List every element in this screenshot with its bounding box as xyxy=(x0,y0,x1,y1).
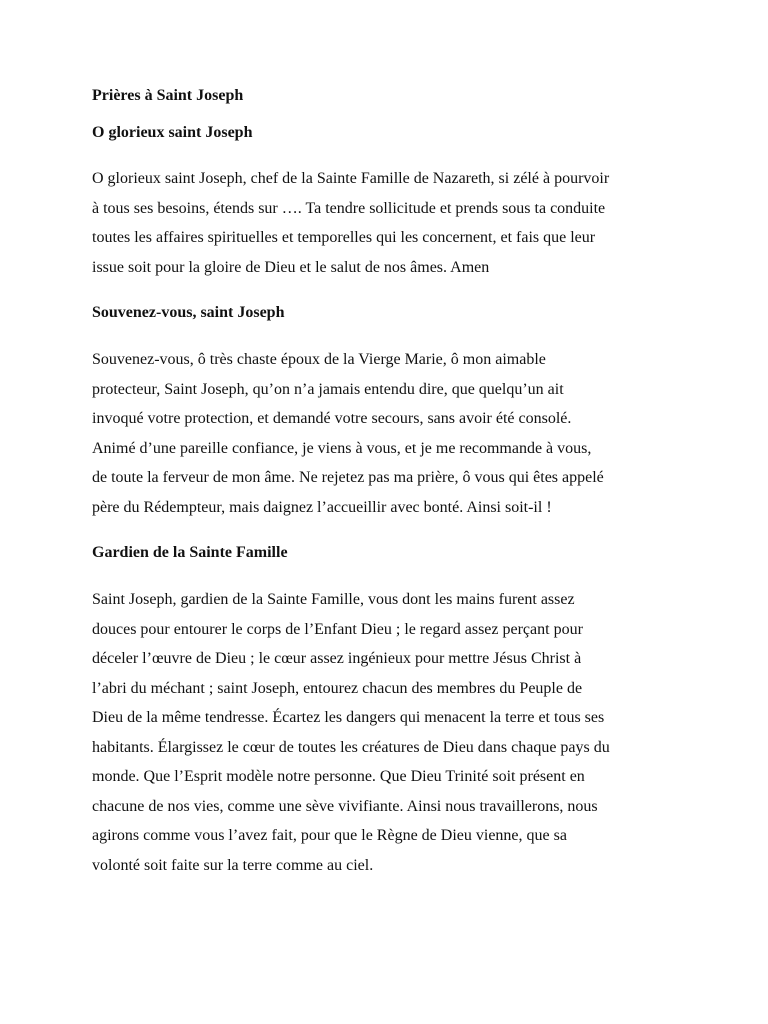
text-line: volonté soit faite sur la terre comme au ciel. xyxy=(92,856,374,874)
text-line: Animé d’une pareille confiance, je viens à vous, et je me recommande à vous, xyxy=(92,439,592,457)
text-line: chacune de nos vies, comme une sève vivifiante. Ainsi nous travaillerons, nous xyxy=(92,797,598,815)
text-line: Dieu de la même tendresse. Écartez les dangers qui menacent la terre et tous ses xyxy=(92,709,605,726)
text-line: Souvenez-vous, ô très chaste époux de la Vierge Marie, ô mon aimable xyxy=(92,351,546,368)
text-line: père du Rédempteur, mais daignez l’accueillir avec bonté. Ainsi soit-il ! xyxy=(92,498,552,516)
text-line: agirons comme vous l’avez fait, pour que le Règne de Dieu vienne, que sa xyxy=(92,827,567,844)
text-line: invoqué votre protection, et demandé votre secours, sans avoir été consolé. xyxy=(92,410,572,427)
text-line: toutes les affaires spirituelles et temporelles qui les concernent, et fais que leur xyxy=(92,229,596,246)
text-line: de toute la ferveur de mon âme. Ne rejetez pas ma prière, ô vous qui êtes appelé xyxy=(92,469,604,486)
text-line: monde. Que l’Esprit modèle notre personne. Que Dieu Trinité soit présent en xyxy=(92,768,585,785)
text-line: O glorieux saint Joseph, chef de la Sainte Famille de Nazareth, si zélé à pourvoir xyxy=(92,170,610,187)
text-line: l’abri du méchant ; saint Joseph, entourez chacun des membres du Peuple de xyxy=(92,679,583,697)
paragraph-souvenez xyxy=(92,345,604,522)
text-line: à tous ses besoins, étends sur …. Ta tendre sollicitude et prends sous ta conduite xyxy=(92,199,606,217)
text-line: habitants. Élargissez le cœur de toutes les créatures de Dieu dans chaque pays du xyxy=(92,738,610,756)
text-line: issue soit pour la gloire de Dieu et le salut de nos âmes. Amen xyxy=(92,258,490,276)
paragraph-gardien xyxy=(92,585,610,880)
paragraph-glorieux xyxy=(92,164,609,282)
text-line: protecteur, Saint Joseph, qu’on n’a jamais entendu dire, que quelqu’un ait xyxy=(92,380,564,398)
section-heading-souvenez: Souvenez-vous, saint Joseph xyxy=(92,304,285,321)
section-heading-glorieux: O glorieux saint Joseph xyxy=(92,124,253,141)
text-line: déceler l’œuvre de Dieu ; le cœur assez ingénieux pour mettre Jésus Christ à xyxy=(92,650,582,667)
text-line: douces pour entourer le corps de l’Enfant Dieu ; le regard assez perçant pour xyxy=(92,620,583,638)
document-title: Prières à Saint Joseph xyxy=(92,87,244,104)
section-heading-gardien: Gardien de la Sainte Famille xyxy=(92,544,288,561)
text-line: Saint Joseph, gardien de la Sainte Famille, vous dont les mains furent assez xyxy=(92,591,575,608)
